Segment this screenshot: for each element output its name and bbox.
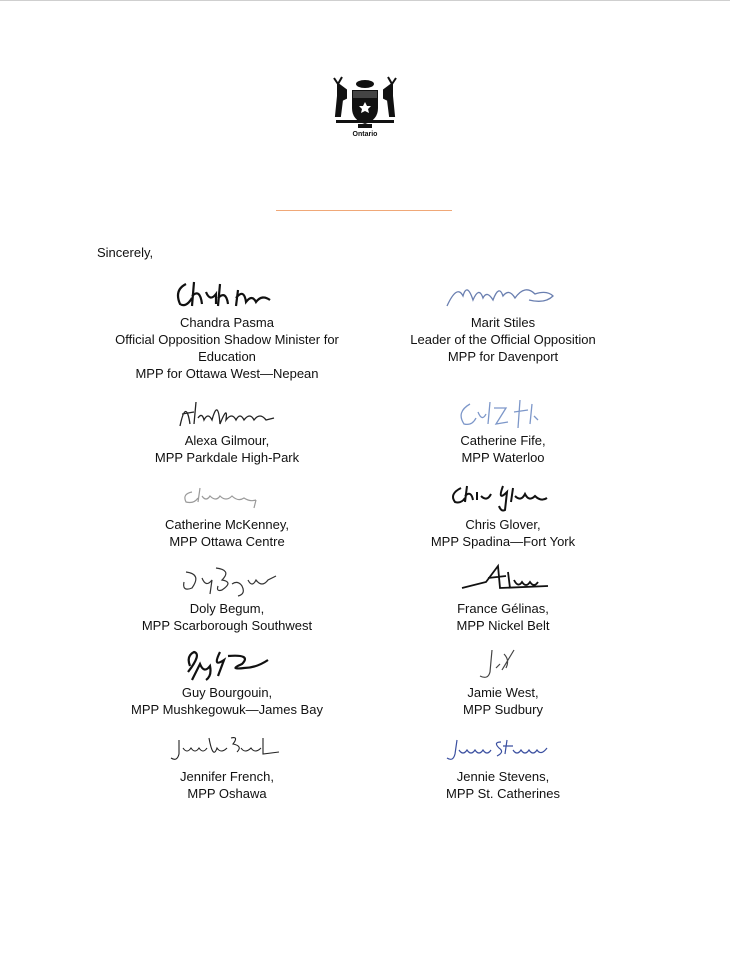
signer-name: Marit Stiles [470,315,536,330]
signature-block [97,562,357,634]
handwritten-signature-icon [172,646,282,682]
signer-name: Alexa Gilmour, [184,433,270,448]
signature-block [373,478,633,550]
handwritten-signature-icon [443,276,563,312]
signer-name: Jennie Stevens, [456,769,550,784]
signature-block [97,276,357,382]
handwritten-signature-icon [448,394,558,430]
handwritten-signature-icon [172,478,282,514]
signer-name: Chris Glover, [465,517,541,532]
handwritten-signature-icon [443,478,563,514]
signer-name: Jennifer French, [180,769,274,784]
closing-salutation: Sincerely, [97,245,154,260]
handwritten-signature-icon [167,730,287,766]
signature-block [373,562,633,634]
signature-block [97,478,357,550]
handwritten-signature-icon [172,394,282,430]
signer-riding: MPP St. Catherines [446,786,560,801]
signer-riding: MPP Ottawa Centre [169,534,285,549]
signature-block [373,394,633,466]
signer-title: Leader of the Official Opposition [410,332,596,347]
signer-riding: MPP Mushkegowuk—James Bay [131,702,323,717]
handwritten-signature-icon [172,562,282,598]
signer-name: Jamie West, [467,685,539,700]
signer-riding: MPP Parkdale High-Park [154,450,300,465]
signer-riding: MPP Oshawa [187,786,267,801]
signer-riding: MPP Waterloo [461,450,545,465]
signer-name: France Gélinas, [457,601,549,616]
page-top-rule [0,0,730,1]
signer-name: Guy Bourgouin, [181,685,273,700]
signer-riding: MPP Sudbury [463,702,543,717]
signature-block [373,646,633,718]
signature-block [97,646,357,718]
signer-title: Education [198,349,256,364]
signer-name: Chandra Pasma [180,315,274,330]
signature-block [373,276,633,365]
signer-riding: MPP Scarborough Southwest [141,618,313,633]
handwritten-signature-icon [443,730,563,766]
handwritten-signature-icon [448,562,558,598]
handwritten-signature-icon [172,276,282,312]
signature-block [97,730,357,802]
signer-riding: MPP Spadina—Fort York [430,534,576,549]
signer-name: Catherine McKenney, [164,517,290,532]
signer-title: Official Opposition Shadow Minister for [115,332,339,347]
signer-name: Catherine Fife, [460,433,546,448]
signature-block [373,730,633,802]
signature-block [97,394,357,466]
signer-riding: MPP for Davenport [447,349,559,364]
signer-riding: MPP for Ottawa West—Nepean [135,366,319,381]
crest-label: Ontario [352,131,378,138]
signer-riding: MPP Nickel Belt [456,618,550,633]
header-divider [276,210,452,211]
signer-name: Doly Begum, [189,601,265,616]
handwritten-signature-icon [448,646,558,682]
